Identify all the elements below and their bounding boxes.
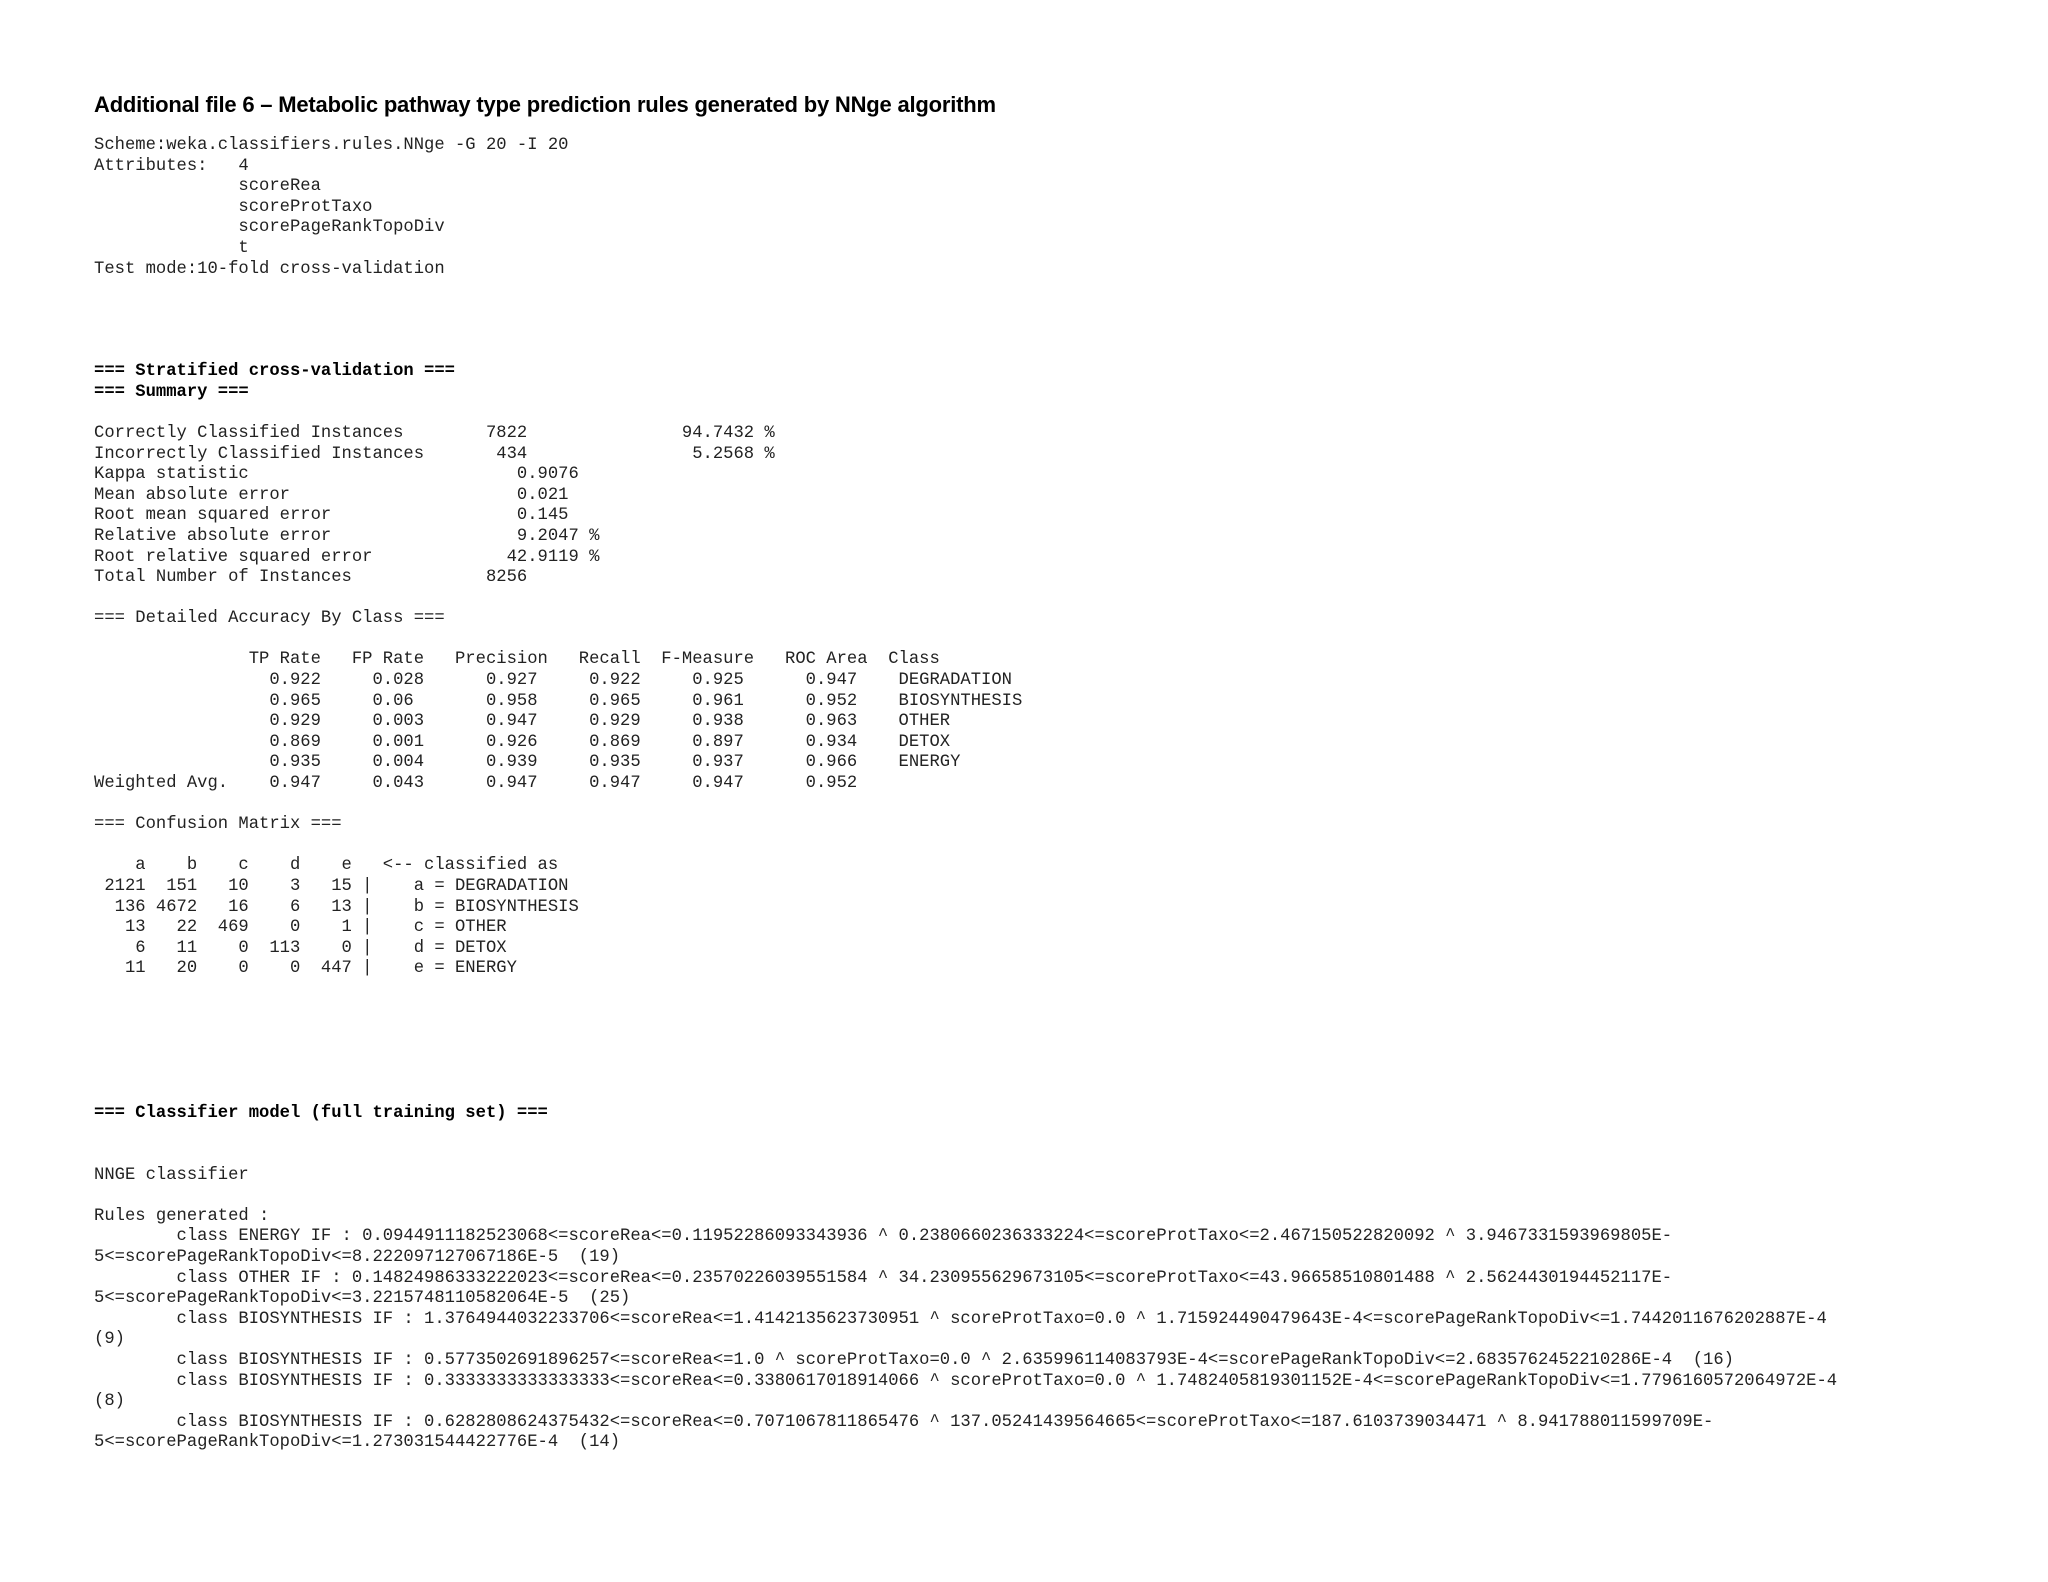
attribute-name: t xyxy=(94,238,249,258)
accuracy-row: 0.922 0.028 0.927 0.922 0.925 0.947 DEGRADATION xyxy=(94,671,1012,691)
accuracy-row: 0.965 0.06 0.958 0.965 0.961 0.952 BIOSYNTHESIS xyxy=(94,691,1023,711)
confusion-heading: === Confusion Matrix === xyxy=(94,815,342,835)
accuracy-table xyxy=(94,650,1994,794)
rule-line: class BIOSYNTHESIS IF : 0.3333333333333333<=scoreRea<=0.3380617018914066 ^ scoreProtTaxo=0.0 ^ 1.7482405819301152E-4<=scorePageRankTopoDiv<=1.7796160572064972E-4 xyxy=(94,1371,1838,1391)
stratified-heading: === Stratified cross-validation === xyxy=(94,362,455,382)
document-page xyxy=(94,92,1994,1454)
document-title: Additional file 6 – Metabolic pathway type prediction rules generated by NNge algorithm xyxy=(94,92,996,117)
run-info xyxy=(94,136,1994,280)
rule-line: class OTHER IF : 0.14824986333222023<=scoreRea<=0.23570226039551584 ^ 34.230955629673105<=scoreProtTaxo<=43.96658510801488 ^ 2.5624430194452117E- xyxy=(94,1268,1673,1288)
accuracy-weighted-row: Weighted Avg. 0.947 0.043 0.947 0.947 0.947 0.952 xyxy=(94,774,858,794)
rule-line: class ENERGY IF : 0.0944911182523068<=scoreRea<=0.11952286093343936 ^ 0.2380660236333224<=scoreProtTaxo<=2.467150522820092 ^ 3.9467331593969805E- xyxy=(94,1227,1673,1247)
summary-line: Root relative squared error 42.9119 % xyxy=(94,547,600,567)
attribute-name: scorePageRankTopoDiv xyxy=(94,218,445,238)
rule-line: 5<=scorePageRankTopoDiv<=1.273031544422776E-4 (14) xyxy=(94,1433,621,1453)
summary-line: Incorrectly Classified Instances 434 5.2568 % xyxy=(94,444,775,464)
rule-line: class BIOSYNTHESIS IF : 1.3764944032233706<=scoreRea<=1.4142135623730951 ^ scoreProtTaxo=0.0 ^ 1.715924490479643E-4<=scorePageRankTopoDiv<=1.7442011676202887E-4 xyxy=(94,1309,1827,1329)
rules-list xyxy=(94,1227,1994,1454)
rule-line: 5<=scorePageRankTopoDiv<=8.222097127067186E-5 (19) xyxy=(94,1247,621,1267)
summary-line: Kappa statistic 0.9076 xyxy=(94,465,579,485)
confusion-row: 6 11 0 113 0 | d = DETOX xyxy=(94,938,507,958)
model-heading: === Classifier model (full training set) === xyxy=(94,1103,548,1123)
accuracy-heading: === Detailed Accuracy By Class === xyxy=(94,609,445,629)
scheme-line: Scheme:weka.classifiers.rules.NNge -G 20 -I 20 xyxy=(94,136,569,155)
accuracy-header-row: TP Rate FP Rate Precision Recall F-Measure ROC Area Class xyxy=(94,650,940,670)
attribute-name: scoreRea xyxy=(94,177,321,197)
confusion-header-row: a b c d e <-- classified as xyxy=(94,856,559,876)
accuracy-row: 0.935 0.004 0.939 0.935 0.937 0.966 ENERGY xyxy=(94,753,961,773)
confusion-row: 13 22 469 0 1 | c = OTHER xyxy=(94,918,507,938)
summary-line: Total Number of Instances 8256 xyxy=(94,568,528,588)
rule-line: class BIOSYNTHESIS IF : 0.6282808624375432<=scoreRea<=0.7071067811865476 ^ 137.05241439564665<=scoreProtTaxo<=187.6103739034471 ^ 8.941788011599709E- xyxy=(94,1412,1714,1432)
rules-heading: Rules generated : xyxy=(94,1206,270,1226)
summary-heading: === Summary === xyxy=(94,382,249,402)
summary-line: Mean absolute error 0.021 xyxy=(94,485,569,505)
attributes-line: Attributes: 4 xyxy=(94,156,249,176)
confusion-row: 11 20 0 0 447 | e = ENERGY xyxy=(94,959,517,979)
summary-line: Relative absolute error 9.2047 % xyxy=(94,526,600,546)
test-mode-line: Test mode:10-fold cross-validation xyxy=(94,259,445,279)
confusion-matrix xyxy=(94,856,1994,980)
rule-line: (8) xyxy=(94,1392,125,1412)
attribute-name: scoreProtTaxo xyxy=(94,197,373,217)
confusion-row: 136 4672 16 6 13 | b = BIOSYNTHESIS xyxy=(94,897,579,917)
rule-line: 5<=scorePageRankTopoDiv<=3.2215748110582064E-5 (25) xyxy=(94,1289,631,1309)
rule-line: class BIOSYNTHESIS IF : 0.5773502691896257<=scoreRea<=1.0 ^ scoreProtTaxo=0.0 ^ 2.635996114083793E-4<=scorePageRankTopoDiv<=2.6835762452210286E-4 (16) xyxy=(94,1350,1734,1370)
classifier-name: NNGE classifier xyxy=(94,1165,249,1185)
rule-line: (9) xyxy=(94,1330,125,1350)
accuracy-row: 0.869 0.001 0.926 0.869 0.897 0.934 DETOX xyxy=(94,732,951,752)
summary-line: Root mean squared error 0.145 xyxy=(94,506,569,526)
summary-block xyxy=(94,424,1994,589)
confusion-row: 2121 151 10 3 15 | a = DEGRADATION xyxy=(94,877,569,896)
summary-line: Correctly Classified Instances 7822 94.7432 % xyxy=(94,423,775,443)
accuracy-row: 0.929 0.003 0.947 0.929 0.938 0.963 OTHER xyxy=(94,712,951,732)
